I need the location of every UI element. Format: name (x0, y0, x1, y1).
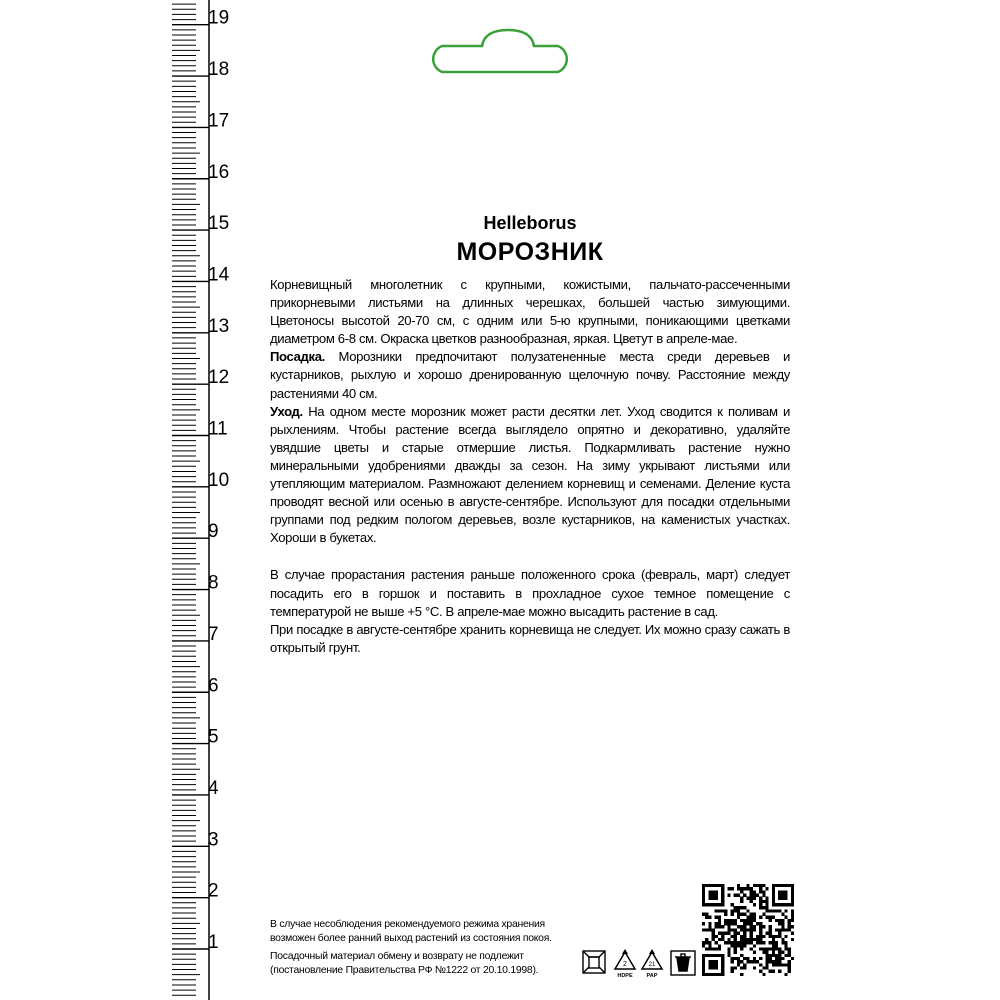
ruler-label: 10 (208, 469, 230, 491)
packaging-symbols (580, 946, 698, 980)
footer-notes (270, 918, 590, 977)
ruler-label: 18 (208, 59, 230, 81)
recycle-2-number: 21 (648, 962, 656, 968)
ruler-label: 13 (208, 315, 230, 337)
ruler-label: 8 (208, 572, 219, 594)
ruler-label: 9 (208, 521, 219, 543)
ruler-label: 12 (208, 367, 230, 389)
planting-text: Морозники предпочитают полузатененные места среди деревьев и кустарников, рыхлую и хорошо дренированную щелочную почву. Расстояние между растениями 40 см. (270, 349, 790, 401)
ruler-label: 11 (208, 418, 228, 440)
planting-label: Посадка. (270, 349, 325, 365)
latin-name: Helleborus (483, 213, 577, 233)
intro-paragraph: Корневищный многолетник с крупными, кожистыми, пальчато-рассеченными прикорневыми листьями на длинных черешках, большей частью зимующими. Цветоносы высотой 20-70 см, с одним или 5-ю крупными, поникающими цветками диаметром 6-8 см. Окраска цветков разнообразная, яркая. Цветут в апреле-мае. (270, 277, 790, 347)
ruler-label: 5 (208, 726, 219, 748)
care-text: На одном месте морозник может расти десятки лет. Уход сводится к поливам и рыхлениям. Чтобы растение всегда выглядело опрятно и декоративно, удаляйте увядшие цветы и старые отмершие листья. Подкармливать растение нужно минеральными удобрениями дважды за сезон. На зиму укрывают листьями или утепляющим материалом. Размножают делением корневищ и семенами. Деление куста проводят весной или осенью в августе-сентябре. Используют для посадки отдельными группами под редким пологом деревьев, возле кустарников, на каменистых участках. Хороши в букетах. (270, 403, 790, 546)
care-label: Уход. (270, 403, 303, 419)
recycle-1-number: 2 (623, 961, 627, 968)
ruler-label: 2 (208, 880, 219, 902)
ruler-label: 6 (208, 675, 219, 697)
sprouting-paragraph: В случае прорастания растения раньше положенного срока (февраль, март) следует посадить его в горшок и поставить в прохладное сухое темное помещение с температурой не выше +5 °С. В апреле-мае можно высадить растение в сад. (270, 567, 790, 619)
ruler-label: 4 (208, 777, 219, 799)
ruler-label: 7 (208, 623, 219, 645)
care-paragraph (270, 403, 790, 548)
qr-code-icon[interactable] (702, 884, 794, 976)
storage-warning: В случае несоблюдения рекомендуемого режима хранения возможен более ранний выход растений из состояния покоя. (270, 919, 552, 944)
recycle-2-code: PAP (646, 973, 658, 979)
ruler-label: 19 (208, 7, 230, 29)
return-policy: Посадочный материал обмену и возврату не подлежит (постановление Правительства РФ №1222 от 20.10.1998). (270, 951, 539, 976)
ruler-label: 3 (208, 829, 219, 851)
recycle-pap-icon (642, 949, 662, 979)
description-block (270, 276, 790, 657)
planting-paragraph (270, 348, 790, 402)
ruler-label: 17 (208, 110, 230, 132)
no-disposal-icon (583, 951, 605, 973)
product-title: МОРОЗНИК (456, 238, 604, 266)
recycle-1-code: HDPE (617, 973, 633, 979)
ruler-label: 14 (208, 264, 230, 286)
recycle-hdpe-icon (615, 949, 635, 979)
ruler-label: 1 (208, 932, 219, 953)
storage-paragraph: При посадке в августе-сентябре хранить корневища не следует. Их можно сразу сажать в открытый грунт. (270, 621, 790, 655)
hanger-slot-icon (420, 26, 580, 74)
ruler-label: 16 (208, 161, 230, 183)
ruler (0, 0, 250, 1000)
trash-bin-icon (671, 951, 695, 975)
ruler-label: 15 (208, 213, 230, 235)
